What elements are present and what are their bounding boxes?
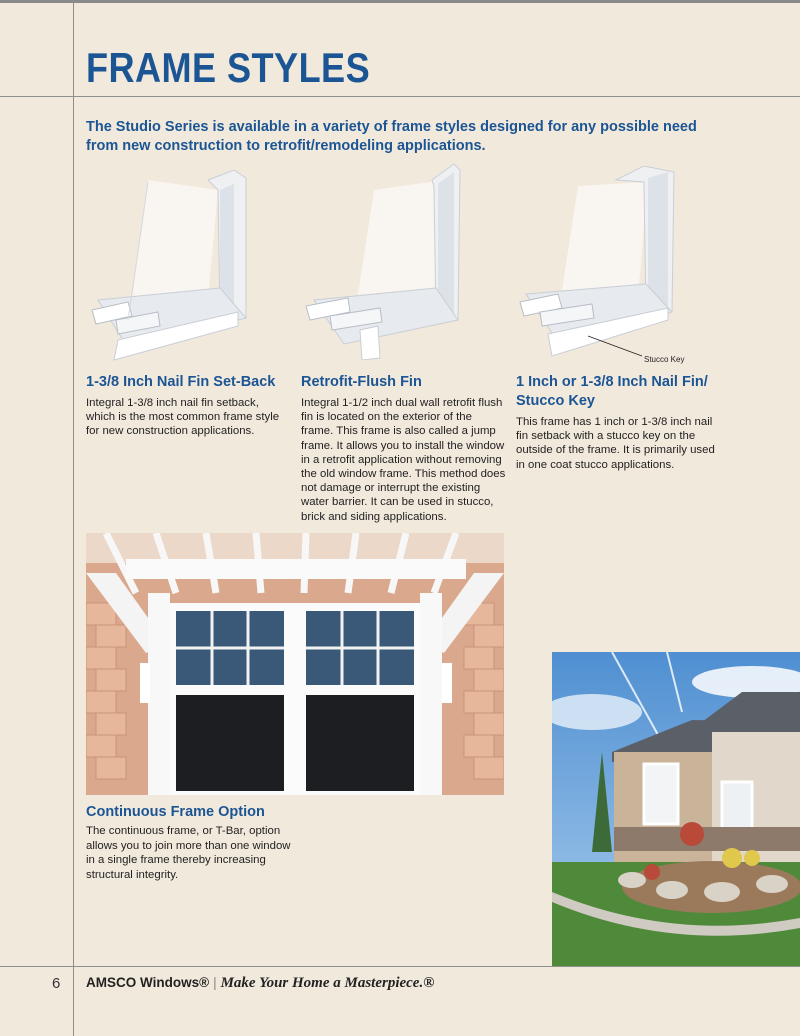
footer-brand: AMSCO Windows® [86,975,210,990]
continuous-frame-description: The continuous frame, or T-Bar, option allows you to join more than one window in a single frame thereby increasing structural integrity. [86,825,291,881]
footer-rule [0,966,800,967]
left-margin-rule [73,0,74,1036]
footer-separator: | [213,975,217,990]
top-border [0,0,800,3]
frame-style-retrofit-flush-fin [301,373,506,524]
frame-style-title: 1 Inch or 1-3/8 Inch Nail Fin/ Stucco Key [516,374,708,409]
house-exterior-photo [552,652,800,966]
continuous-frame-window-photo [86,533,504,795]
nail-fin-setback-frame-illustration [88,170,258,365]
intro-text: The Studio Series is available in a variety of frame styles designed for any possible need from new construction to retrofit/remodeling applications. [86,119,697,154]
footer-tagline: Make Your Home a Masterpiece.® [220,975,435,991]
frame-style-nail-fin-setback [86,373,291,439]
frame-style-description: Integral 1-1/2 inch dual wall retrofit flush fin is located on the exterior of the frame. This frame is also called a jump frame. It allows you to install the window in a retrofit application without removing the old window frame. This method does not damage or interrupt the existing water barrier. It can be used in stucco, brick and siding applications. [301,397,506,523]
stucco-key-frame-illustration [518,166,678,361]
frame-style-description: This frame has 1 inch or 1-3/8 inch nail fin setback with a stucco key on the outside of the frame. It is primarily used in one coat stucco applications. [516,416,715,471]
retrofit-flush-fin-frame-illustration [304,160,464,360]
frame-style-stucco-key [516,373,721,472]
continuous-frame-title: Continuous Frame Option [86,804,265,820]
frame-style-title: 1-3/8 Inch Nail Fin Set-Back [86,374,276,390]
frame-style-description: Integral 1-3/8 inch nail fin setback, which is the most common frame style for new construction applications. [86,397,280,438]
page-title: FRAME STYLES [86,44,371,91]
frame-style-title: Retrofit-Flush Fin [301,374,422,390]
stucco-key-callout: Stucco Key [644,355,685,364]
page-number: 6 [52,975,61,992]
footer [86,975,434,992]
header-rule [0,96,800,97]
